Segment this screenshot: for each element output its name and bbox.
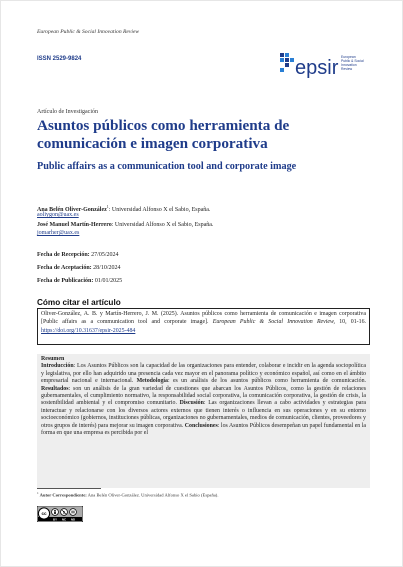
author-2-name: José Manuel Martín-Herrero (37, 222, 112, 228)
by-attribution-icon (52, 509, 59, 516)
abstract-intro-label: Introducción (41, 363, 74, 370)
cc-badge-nd: ND (70, 517, 76, 522)
logo-subtext-4: Review (341, 67, 353, 71)
logo-text: epsir (295, 57, 339, 79)
date-published-label: Fecha de Publicación: (37, 278, 94, 284)
citation-journal: European Public & Social Innovation Review, (212, 319, 336, 326)
abstract-box (37, 354, 370, 488)
abstract-conclusions-label: Conclusiones (184, 422, 218, 429)
date-received (37, 252, 119, 258)
abstract-heading: Resumen (41, 356, 65, 362)
author-1-mark: 1 (106, 204, 109, 209)
abstract-discussion-text: : Las organizaciones llevan a cabo actividades y estrategias para interactuar y relacionarse con los diversos actores externos que tienen interés o influencia en sus operaciones y en su entorno socioeconómico (gobiernos, instituciones públicas, organizaciones no gubernamentales, medios de comunicación, clientes, proveedores y otros grupos de interés) para mejorar su imagen corporativa. (41, 400, 366, 429)
date-accepted-value: 28/10/2024 (91, 265, 121, 271)
abstract-conclusions-text: : los Asuntos Públicos desempeñan un papel fundamental en la forma en que una empresa es percibida por el (41, 422, 366, 437)
title-spanish: Asuntos públicos como herramienta de comunicación e imagen corporativa (37, 117, 290, 152)
footnote-text: Ana Belén Oliver-González. Universidad Alfonso X el Sabio (España). (86, 492, 219, 498)
abstract-intro-text: : Los Asuntos Públicos son la capacidad de las organizaciones para entender, colaborar e incidir en la agenda sociopolítica y legislativa, por ello han adquirido una presencia cada vez mayor en el panorama político y económico español, así como en el ámbito empresarial nacional e internacional. (41, 363, 366, 385)
journal-logo (277, 47, 369, 87)
author-1-name: Ana Belén Oliver-González (37, 207, 107, 213)
issn: ISSN 2529-9824 (37, 56, 82, 62)
date-accepted (37, 265, 121, 271)
citation-heading: Cómo citar el artículo (37, 298, 121, 307)
citation-volume: 10, 01-16. (335, 319, 367, 326)
journal-name: European Public & Social Innovation Review (37, 29, 140, 35)
citation-box (37, 308, 370, 345)
cc-badge-by: BY (53, 517, 57, 522)
date-published-value: 01/01/2025 (93, 278, 123, 284)
author-2-email[interactable]: jomarher@uax.es (37, 230, 80, 236)
abstract-discussion-label: Discusión (179, 400, 204, 407)
nc-noncommercial-icon (61, 509, 68, 516)
date-published (37, 278, 122, 284)
creative-commons-license-icon[interactable] (37, 506, 83, 522)
nd-noderivatives-icon (70, 509, 77, 516)
title-english: Public affairs as a communication tool and corporate image (37, 161, 297, 172)
article-category: Artículo de Investigación (37, 109, 98, 115)
footnote (37, 491, 218, 498)
abstract-results-text: : son un análisis de la gran variedad de cuestiones que abarcan los Asuntos Públicos, como la gestión de relaciones gubernamentales, el cumplimiento normativo, la responsabilidad social corporativa, la comunicación corporativa, la gestión de crisis, la sostenibilidad ambiental y el compromiso comunitario. (41, 385, 366, 407)
author-1-affiliation: : Universidad Alfonso X el Sabio, España. (108, 207, 211, 213)
abstract-results-label: Resultados (41, 385, 69, 392)
citation-text: Oliver-González, A. B. y Martín-Herrero, J. M. (2025). Asuntos públicos como herramienta de comunicación e imagen corporativa [Public affairs as a communication tool and corporate image]. (41, 311, 366, 326)
logo-subtext-2: Public & Social (341, 59, 364, 63)
footnote-divider (37, 488, 101, 489)
abstract-method-text: : es un análisis de los asuntos públicos como herramienta de comunicación. (167, 378, 366, 385)
logo-subtext-3: Innovation (341, 63, 357, 67)
author-2 (37, 222, 213, 228)
logo-mark-icon (280, 53, 294, 72)
cc-logo-icon (38, 508, 49, 519)
abstract-method-label: Metodología (136, 378, 168, 385)
citation-doi-link[interactable]: https://doi.org/10.31637/epsir-2025-484 (41, 327, 136, 334)
author-2-affiliation: : Universidad Alfonso X el Sabio, España. (111, 222, 214, 228)
cc-badge-nc: NC (61, 517, 67, 522)
date-received-value: 27/05/2024 (89, 252, 119, 258)
date-received-label: Fecha de Recepción: (37, 252, 90, 258)
logo-subtext-1: European (341, 55, 356, 59)
date-accepted-label: Fecha de Aceptación: (37, 265, 92, 271)
footnote-label: Autor Correspondiente: (38, 492, 87, 498)
footnote-mark: 1 (37, 491, 39, 495)
author-1-email[interactable]: aoliygon@uax.es (37, 212, 79, 218)
cc-badge-cc: cc (41, 511, 47, 517)
